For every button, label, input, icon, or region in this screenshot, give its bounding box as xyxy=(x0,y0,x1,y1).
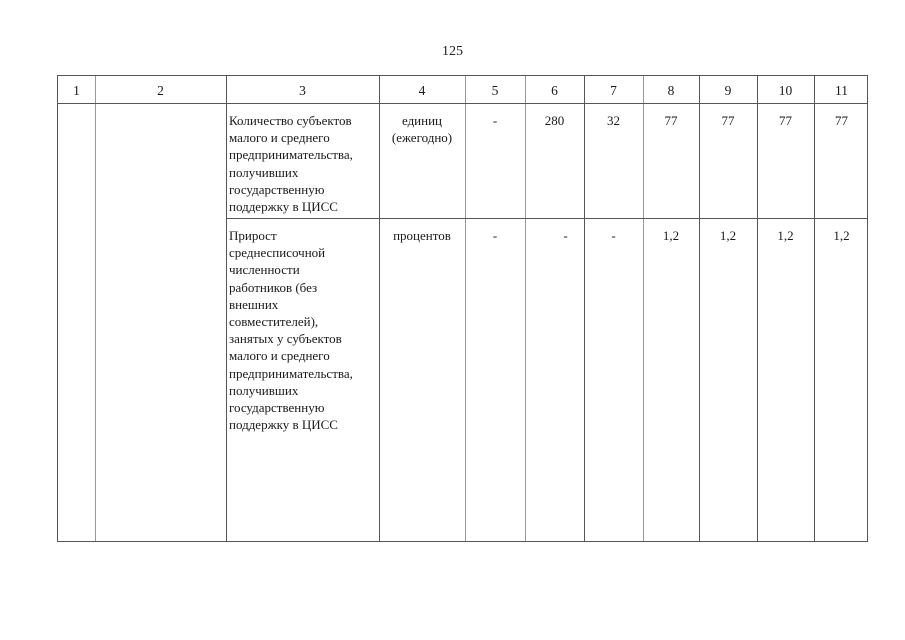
indicator-line: совместителей), xyxy=(229,314,319,330)
row-2-indicator xyxy=(226,227,379,433)
indicator-line: малого и среднего xyxy=(229,130,330,146)
unit-line: единиц xyxy=(401,113,443,128)
indicator-line: Количество субъектов xyxy=(229,113,352,128)
row-1-col-7: 32 xyxy=(607,113,620,128)
unit-line: процентов xyxy=(393,228,451,243)
row-1-indicator xyxy=(226,112,379,215)
row-2-col-8: 1,2 xyxy=(662,228,680,243)
header-col-7: 7 xyxy=(610,83,617,98)
indicator-line: поддержку в ЦИСС xyxy=(229,199,338,215)
header-col-3: 3 xyxy=(299,83,306,98)
indicator-line: получивших xyxy=(229,382,299,398)
row-2-col-10: 1,2 xyxy=(777,228,794,243)
col-divider-8-9 xyxy=(699,76,700,541)
row-divider xyxy=(226,218,867,219)
header-col-6: 6 xyxy=(551,83,558,98)
header-col-4: 4 xyxy=(418,83,426,98)
indicator-line: Прирост xyxy=(229,228,277,243)
col-divider-9-10 xyxy=(757,76,758,541)
header-col-2: 2 xyxy=(157,83,164,98)
row-1-col-9: 77 xyxy=(721,113,735,128)
row-1-col-8: 77 xyxy=(664,113,678,128)
page-number: 125 xyxy=(442,44,463,59)
unit-line: (ежегодно) xyxy=(391,130,453,146)
col-divider-6-7 xyxy=(584,76,585,541)
row-2-col-9: 1,2 xyxy=(719,228,737,243)
indicator-line: среднесписочной xyxy=(229,245,326,261)
indicator-line: внешних xyxy=(229,296,279,312)
row-1-col-5: - xyxy=(492,113,498,128)
indicator-line: государственную xyxy=(229,181,325,197)
col-divider-1-2 xyxy=(95,76,96,541)
header-col-1: 1 xyxy=(73,83,80,98)
row-1-unit xyxy=(379,112,465,146)
col-divider-4-5 xyxy=(465,76,466,541)
col-divider-5-6 xyxy=(525,76,526,541)
col-divider-7-8 xyxy=(643,76,644,541)
indicator-line: предпринимательства, xyxy=(229,365,353,381)
row-2-unit xyxy=(379,227,465,244)
header-divider xyxy=(58,103,867,104)
row-1-col-10: 77 xyxy=(779,113,792,128)
row-2-col-7: - xyxy=(611,228,616,243)
header-col-5: 5 xyxy=(491,83,499,98)
indicator-line: предпринимательства, xyxy=(229,147,353,163)
indicator-line: численности xyxy=(229,262,300,278)
indicator-line: поддержку в ЦИСС xyxy=(229,417,338,433)
header-col-10: 10 xyxy=(778,83,793,98)
col-divider-10-11 xyxy=(814,76,815,541)
header-col-8: 8 xyxy=(667,83,675,98)
row-2-col-5: - xyxy=(492,228,498,243)
row-2-col-6: - xyxy=(563,228,568,243)
indicators-table xyxy=(57,75,868,542)
indicator-line: получивших xyxy=(229,164,299,180)
row-1-col-11: 77 xyxy=(835,113,848,128)
indicator-line: работников (без xyxy=(229,279,318,295)
header-col-11: 11 xyxy=(835,83,848,98)
header-col-9: 9 xyxy=(724,83,732,98)
row-1-col-6: 280 xyxy=(544,113,565,128)
indicator-line: государственную xyxy=(229,400,325,416)
row-2-col-11: 1,2 xyxy=(833,228,850,243)
indicator-line: занятых у субъектов xyxy=(229,331,342,347)
indicator-line: малого и среднего xyxy=(229,348,330,364)
